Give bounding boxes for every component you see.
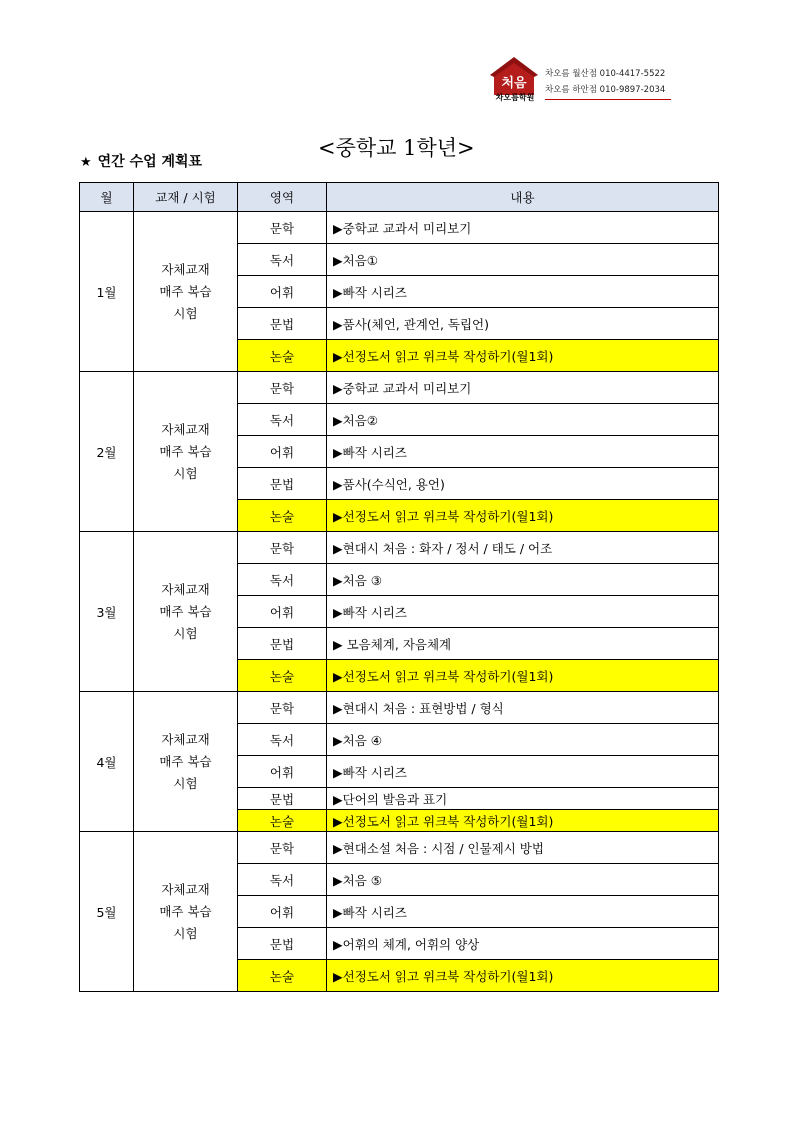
book-exam-line: 매주 복습 — [159, 753, 212, 769]
content-cell: ▶빠작 시리즈 — [327, 756, 719, 788]
area-cell: 문법 — [238, 928, 327, 960]
content-cell: ▶빠작 시리즈 — [327, 896, 719, 928]
content-cell: ▶처음① — [327, 244, 719, 276]
book-exam-cell — [134, 532, 238, 692]
area-cell: 논술 — [238, 960, 327, 992]
month-cell: 3월 — [80, 532, 134, 692]
area-cell: 독서 — [238, 864, 327, 896]
area-cell: 어휘 — [238, 896, 327, 928]
area-cell: 문법 — [238, 468, 327, 500]
table-row — [80, 692, 719, 724]
area-cell: 독서 — [238, 564, 327, 596]
area-cell: 문학 — [238, 372, 327, 404]
content-cell: ▶중학교 교과서 미리보기 — [327, 212, 719, 244]
star-icon: ★ — [80, 155, 92, 170]
book-exam-line: 자체교재 — [161, 421, 210, 437]
content-cell: ▶현대시 처음 : 화자 / 정서 / 태도 / 어조 — [327, 532, 719, 564]
header-content: 내용 — [327, 183, 719, 212]
area-cell: 문학 — [238, 532, 327, 564]
month-cell: 2월 — [80, 372, 134, 532]
area-cell: 어휘 — [238, 756, 327, 788]
contact-info — [545, 66, 665, 98]
contact-line-1: 차오름 월산점 010-4417-5522 — [545, 69, 666, 79]
content-cell: ▶빠작 시리즈 — [327, 276, 719, 308]
book-exam-cell — [134, 692, 238, 832]
book-exam-line: 매주 복습 — [159, 443, 212, 459]
logo-caption: 차오름학원 — [495, 93, 535, 102]
book-exam-line: 시험 — [173, 925, 198, 941]
area-cell: 독서 — [238, 404, 327, 436]
month-cell: 4월 — [80, 692, 134, 832]
content-cell: ▶처음 ④ — [327, 724, 719, 756]
book-exam-line: 자체교재 — [161, 261, 210, 277]
content-cell: ▶빠작 시리즈 — [327, 436, 719, 468]
book-exam-line: 매주 복습 — [159, 903, 212, 919]
book-exam-line: 자체교재 — [161, 731, 210, 747]
content-cell: ▶선정도서 읽고 위크북 작성하기(월1회) — [327, 810, 719, 832]
area-cell: 어휘 — [238, 596, 327, 628]
area-cell: 어휘 — [238, 276, 327, 308]
content-cell: ▶선정도서 읽고 위크북 작성하기(월1회) — [327, 340, 719, 372]
table-header-row — [80, 183, 719, 212]
table-body — [80, 212, 719, 992]
area-cell: 문학 — [238, 212, 327, 244]
area-cell: 논술 — [238, 500, 327, 532]
content-cell: ▶품사(체언, 관계언, 독립언) — [327, 308, 719, 340]
header-month: 월 — [80, 183, 134, 212]
content-cell: ▶처음 ③ — [327, 564, 719, 596]
header-book: 교재 / 시험 — [134, 183, 238, 212]
area-cell: 독서 — [238, 724, 327, 756]
curriculum-table — [79, 182, 719, 992]
logo-text: 처음 — [501, 76, 527, 91]
content-cell: ▶선정도서 읽고 위크북 작성하기(월1회) — [327, 500, 719, 532]
content-cell: ▶처음 ⑤ — [327, 864, 719, 896]
area-cell: 문법 — [238, 308, 327, 340]
book-exam-line: 시험 — [173, 305, 198, 321]
header-area: 영역 — [238, 183, 327, 212]
book-exam-line: 자체교재 — [161, 881, 210, 897]
table-row — [80, 832, 719, 864]
plan-label — [80, 151, 202, 171]
page-title: <중학교 1학년> — [318, 136, 475, 160]
book-exam-line: 시험 — [173, 775, 198, 791]
month-cell: 5월 — [80, 832, 134, 992]
content-cell: ▶선정도서 읽고 위크북 작성하기(월1회) — [327, 960, 719, 992]
area-cell: 문법 — [238, 628, 327, 660]
book-exam-line: 매주 복습 — [159, 603, 212, 619]
table-row — [80, 212, 719, 244]
book-exam-cell — [134, 832, 238, 992]
content-cell: ▶단어의 발음과 표기 — [327, 788, 719, 810]
area-cell: 독서 — [238, 244, 327, 276]
area-cell: 문학 — [238, 692, 327, 724]
content-cell: ▶어휘의 체계, 어휘의 양상 — [327, 928, 719, 960]
content-cell: ▶현대시 처음 : 표현방법 / 형식 — [327, 692, 719, 724]
area-cell: 논술 — [238, 660, 327, 692]
area-cell: 논술 — [238, 810, 327, 832]
table-row — [80, 372, 719, 404]
content-cell: ▶품사(수식언, 용언) — [327, 468, 719, 500]
content-cell: ▶중학교 교과서 미리보기 — [327, 372, 719, 404]
area-cell: 논술 — [238, 340, 327, 372]
book-exam-cell — [134, 212, 238, 372]
book-exam-line: 시험 — [173, 625, 198, 641]
table-row — [80, 532, 719, 564]
book-exam-line: 매주 복습 — [159, 283, 212, 299]
area-cell: 어휘 — [238, 436, 327, 468]
area-cell: 문법 — [238, 788, 327, 810]
content-cell: ▶빠작 시리즈 — [327, 596, 719, 628]
contact-underline — [545, 99, 671, 100]
month-cell: 1월 — [80, 212, 134, 372]
contact-line-2: 차오름 하안점 010-9897-2034 — [545, 85, 666, 95]
book-exam-line: 자체교재 — [161, 581, 210, 597]
content-cell: ▶선정도서 읽고 위크북 작성하기(월1회) — [327, 660, 719, 692]
content-cell: ▶현대소설 처음 : 시점 / 인물제시 방법 — [327, 832, 719, 864]
book-exam-line: 시험 — [173, 465, 198, 481]
area-cell: 문학 — [238, 832, 327, 864]
book-exam-cell — [134, 372, 238, 532]
content-cell: ▶ 모음체계, 자음체계 — [327, 628, 719, 660]
content-cell: ▶처음② — [327, 404, 719, 436]
plan-label-text: 연간 수업 계획표 — [97, 154, 203, 170]
